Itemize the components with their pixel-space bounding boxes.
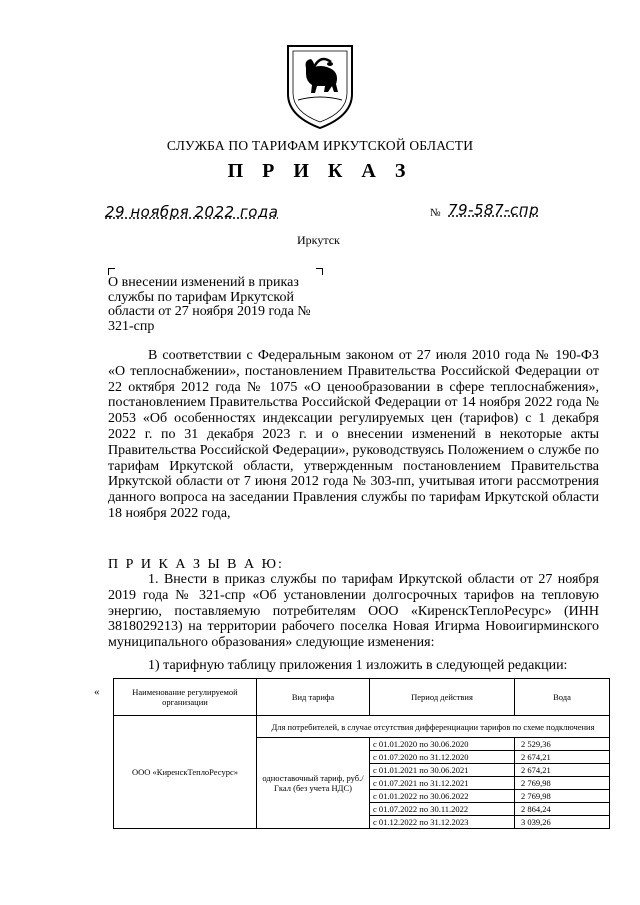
header-org: Наименование регулируемой организации [114, 679, 257, 716]
item-1-1-paragraph: 1) тарифную таблицу приложения 1 изложить в следующей редакции: [148, 658, 568, 673]
document-type-title: П Р И К А З [227, 160, 413, 182]
opening-quote-mark: « [94, 686, 100, 698]
document-date: 29 ноября 2022 года [105, 203, 279, 221]
subheader-cell: Для потребителей, в случае отсутствия дифференциации тарифов по схеме подключения [257, 716, 610, 738]
value-cell: 2 769,98 [515, 777, 610, 790]
agency-name: СЛУЖБА ПО ТАРИФАМ ИРКУТСКОЙ ОБЛАСТИ [166, 138, 474, 153]
subject-bracket-right [316, 268, 323, 275]
value-cell: 3 039,26 [515, 816, 610, 829]
value-cell: 2 864,24 [515, 803, 610, 816]
preamble-paragraph: В соответствии с Федеральным законом от 27 июля 2010 года № 190-ФЗ «О теплоснабжении», постановлением Правительства Российской Федерации от 22 октября 2012 года № 1075 «О ценообразовании в сфере теплоснабжения», постановлением Правительства Российской Федерации от 14 ноября 2022 года № 2053 «Об особенностях индексации регулируемых цен (тарифов) с 1 декабря 2022 г. по 31 декабря 2023 г. и о внесении изменений в некоторые акты Правительства Российской Федерации», руководствуясь Положением о службе по тарифам Иркутской области, утвержденным постановлением Правительства Иркутской области от 7 июня 2012 года № 303-пп, учитывая итоги рассмотрения данного вопроса на заседании Правления службы по тарифам Иркутской области 18 ноября 2022 года, [108, 348, 599, 521]
subject-bracket-left [108, 268, 115, 275]
coat-of-arms-icon [284, 42, 356, 130]
table-subheader-row [114, 716, 610, 738]
document-number: 79-587-спр [448, 201, 540, 219]
document-subject: О внесении изменений в приказ службы по тарифам Иркутской области от 27 ноября 2019 года № 321-спр [108, 275, 311, 334]
period-cell: с 01.07.2021 по 31.12.2021 [370, 777, 515, 790]
value-cell: 2 769,98 [515, 790, 610, 803]
header-tariff-type: Вид тарифа [257, 679, 370, 716]
item-1-paragraph: 1. Внести в приказ службы по тарифам Иркутской области от 27 ноября 2019 года № 321-спр «Об установлении долгосрочных тарифов на тепловую энергию, поставляемую потребителям ООО «КиренскТеплоРесурс» (ИНН 3818029213) на территории рабочего поселка Новая Игирма Новоигирминского муниципального образования» следующие изменения: [108, 572, 599, 651]
period-cell: с 01.07.2020 по 31.12.2020 [370, 751, 515, 764]
value-cell: 2 674,21 [515, 751, 610, 764]
period-cell: с 01.07.2022 по 30.11.2022 [370, 803, 515, 816]
tariff-table [113, 678, 610, 829]
tariff-type-cell: одноставочный тариф, руб./Гкал (без учета НДС) [257, 738, 370, 829]
city-name: Иркутск [297, 233, 340, 247]
value-cell: 2 529,36 [515, 738, 610, 751]
period-cell: с 01.12.2022 по 31.12.2023 [370, 816, 515, 829]
period-cell: с 01.01.2021 по 30.06.2021 [370, 764, 515, 777]
decree-heading: П Р И К А З Ы В А Ю: [108, 557, 284, 572]
number-label: № [430, 207, 441, 219]
header-period: Период действия [370, 679, 515, 716]
period-cell: с 01.01.2020 по 30.06.2020 [370, 738, 515, 751]
header-water: Вода [515, 679, 610, 716]
org-name-cell: ООО «КиренскТеплоРесурс» [114, 716, 257, 829]
value-cell: 2 674,21 [515, 764, 610, 777]
table-header-row [114, 679, 610, 716]
period-cell: с 01.01.2022 по 30.06.2022 [370, 790, 515, 803]
